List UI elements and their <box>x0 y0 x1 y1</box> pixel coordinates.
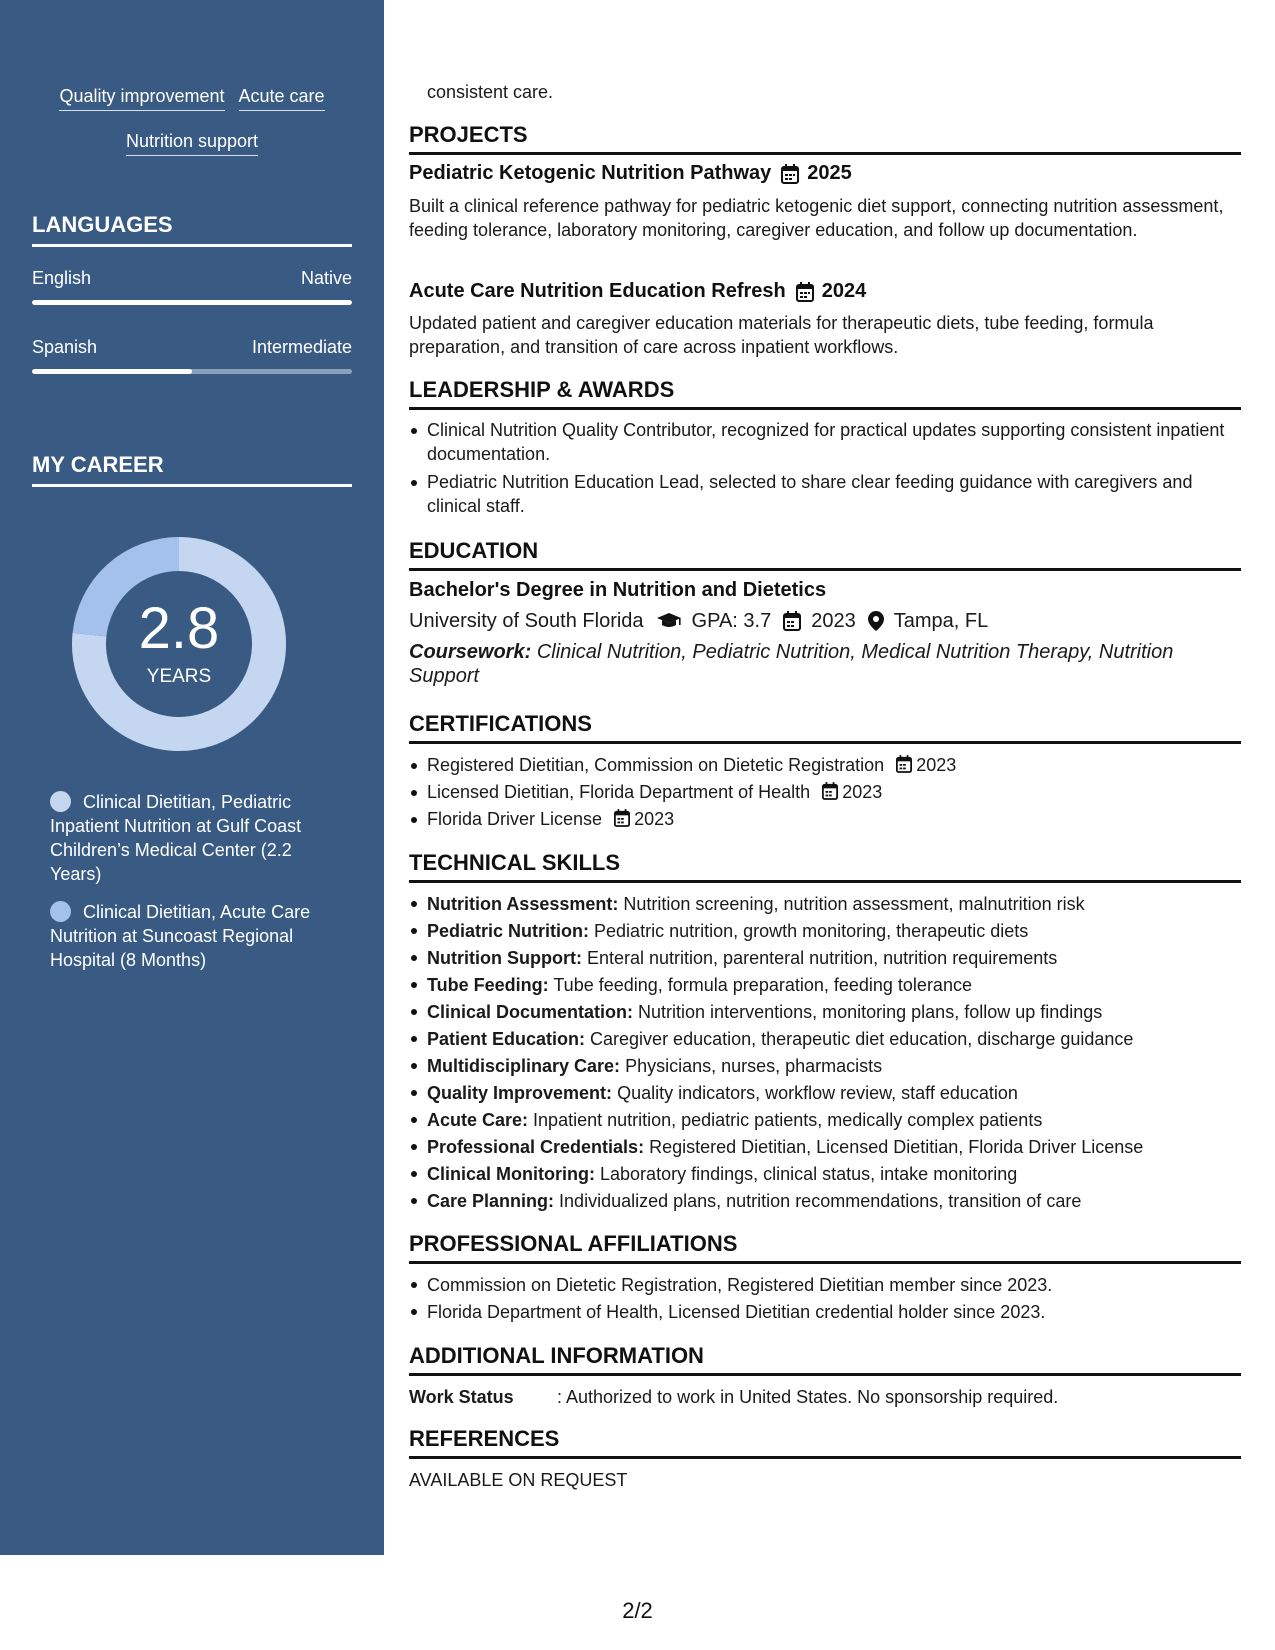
legend-dot <box>50 901 71 922</box>
career-heading: MY CAREER <box>32 452 352 487</box>
coursework-label: Coursework: <box>409 641 532 663</box>
career-item <box>50 900 330 972</box>
education-degree: Bachelor's Degree in Nutrition and Dietetics <box>409 579 827 601</box>
project-title <box>409 280 866 303</box>
project-year <box>796 280 867 303</box>
skill-item <box>427 918 1241 945</box>
education-heading: EDUCATION <box>409 538 1241 571</box>
career-item-text: Clinical Dietitian, Pediatric Inpatient Nutrition at Gulf Coast Children’s Medical Center (2.2 Years) <box>50 792 302 884</box>
certifications-list <box>427 753 1241 831</box>
certification-name: Florida Driver License <box>427 809 603 829</box>
location-pin-icon <box>868 611 884 631</box>
skill-text: Caregiver education, therapeutic diet education, discharge guidance <box>590 1029 1134 1049</box>
list-item <box>427 807 1241 831</box>
project-name: Pediatric Ketogenic Nutrition Pathway <box>409 162 772 184</box>
certification-year: 2023 <box>634 809 675 829</box>
skill-text: Inpatient nutrition, pediatric patients, medically complex patients <box>533 1110 1043 1130</box>
language-level: Native <box>300 268 352 288</box>
language-bar-fill <box>32 300 352 305</box>
skill-label: Nutrition Assessment: <box>427 894 619 914</box>
education-location: Tampa, FL <box>893 610 989 632</box>
leadership-heading: LEADERSHIP & AWARDS <box>409 377 1241 410</box>
skill-text: Physicians, nurses, pharmacists <box>625 1056 883 1076</box>
technical-skills-heading: TECHNICAL SKILLS <box>409 850 1241 883</box>
work-status-value: : Authorized to work in United States. No sponsorship required. <box>557 1387 1059 1407</box>
project-year-text: 2025 <box>807 162 852 184</box>
skill-tag: Nutrition support <box>126 131 258 156</box>
page-number: 2/2 <box>622 1598 653 1623</box>
skill-item <box>427 945 1241 972</box>
skill-label: Multidisciplinary Care: <box>427 1056 621 1076</box>
calendar-icon <box>614 809 630 827</box>
career-item <box>50 790 330 886</box>
language-name: English <box>32 268 92 288</box>
skill-label: Patient Education: <box>427 1029 586 1049</box>
certification-name: Licensed Dietitian, Florida Department of Health <box>427 782 811 802</box>
calendar-icon <box>822 782 838 800</box>
skill-item <box>427 891 1241 918</box>
certifications-heading: CERTIFICATIONS <box>409 711 1241 744</box>
calendar-icon <box>896 755 912 773</box>
list-item <box>427 753 1241 777</box>
affiliations-heading: PROFESSIONAL AFFILIATIONS <box>409 1231 1241 1264</box>
skill-text: Pediatric nutrition, growth monitoring, therapeutic diets <box>594 921 1029 941</box>
skill-text: Laboratory findings, clinical status, intake monitoring <box>600 1164 1018 1184</box>
education-school: University of South Florida <box>409 610 644 632</box>
skill-label: Professional Credentials: <box>427 1137 645 1157</box>
skill-tags <box>32 86 352 176</box>
leadership-list <box>427 418 1237 518</box>
project-year <box>781 162 852 185</box>
languages-heading: LANGUAGES <box>32 212 352 247</box>
language-bar-spanish <box>32 369 352 374</box>
references-text: AVAILABLE ON REQUEST <box>409 1470 628 1490</box>
additional-info-heading: ADDITIONAL INFORMATION <box>409 1343 1241 1376</box>
skill-label: Nutrition Support: <box>427 948 582 968</box>
graduation-cap-icon <box>656 612 682 630</box>
education-meta <box>409 609 988 633</box>
skill-label: Acute Care: <box>427 1110 529 1130</box>
certification-name: Registered Dietitian, Commission on Dietetic Registration <box>427 755 885 775</box>
career-total-years: 2.8 <box>138 596 220 661</box>
certification-year: 2023 <box>842 782 883 802</box>
calendar-icon <box>781 164 799 184</box>
sidebar <box>0 0 384 1555</box>
list-item: Florida Department of Health, Licensed Dietitian credential holder since 2023. <box>427 1299 1241 1326</box>
education-year: 2023 <box>811 610 856 632</box>
list-item: Clinical Nutrition Quality Contributor, recognized for practical updates supporting consistent inpatient documentation. <box>427 418 1237 466</box>
project-name: Acute Care Nutrition Education Refresh <box>409 280 786 302</box>
skill-item <box>427 1080 1241 1107</box>
skill-label: Pediatric Nutrition: <box>427 921 590 941</box>
list-item <box>427 780 1241 804</box>
skill-label: Clinical Documentation: <box>427 1002 634 1022</box>
skill-item <box>427 1107 1241 1134</box>
career-total-unit: YEARS <box>146 666 212 687</box>
work-status-label: Work Status <box>409 1387 514 1407</box>
career-item-text: Clinical Dietitian, Acute Care Nutrition at Suncoast Regional Hospital (8 Months) <box>50 902 311 970</box>
language-name: Spanish <box>32 337 98 357</box>
coursework-text: Clinical Nutrition, Pediatric Nutrition, Medical Nutrition Therapy, Nutrition Support <box>409 641 1174 687</box>
skill-text: Quality indicators, workflow review, staff education <box>617 1083 1018 1103</box>
legend-dot <box>50 791 71 812</box>
project-description: Built a clinical reference pathway for pediatric ketogenic diet support, connecting nutrition assessment, feeding tolerance, laboratory monitoring, caregiver education, and follow up documentation. <box>409 196 1224 240</box>
skill-text: Registered Dietitian, Licensed Dietitian, Florida Driver License <box>649 1137 1144 1157</box>
skill-label: Care Planning: <box>427 1191 555 1211</box>
project-year-text: 2024 <box>821 280 867 302</box>
skill-label: Tube Feeding: <box>427 975 549 995</box>
skill-label: Clinical Monitoring: <box>427 1164 595 1184</box>
skill-tag: Acute care <box>239 86 325 111</box>
skill-item <box>427 999 1241 1026</box>
calendar-icon <box>796 282 814 302</box>
skill-item <box>427 1053 1241 1080</box>
list-item: Commission on Dietetic Registration, Registered Dietitian member since 2023. <box>427 1272 1241 1299</box>
affiliations-list <box>427 1272 1241 1326</box>
language-bar-fill <box>32 369 192 374</box>
skill-text: Nutrition interventions, monitoring plans, follow up findings <box>638 1002 1103 1022</box>
certification-year: 2023 <box>916 755 957 775</box>
technical-skills-list <box>427 891 1241 1215</box>
skill-text: Tube feeding, formula preparation, feeding tolerance <box>553 975 972 995</box>
education-coursework <box>409 640 1229 688</box>
language-english <box>32 268 352 289</box>
project-description: Updated patient and caregiver education materials for therapeutic diets, tube feeding, formula preparation, and transition of care across inpatient workflows. <box>409 313 1154 357</box>
project-title <box>409 162 852 185</box>
skill-item <box>427 1134 1241 1161</box>
language-bar-english <box>32 300 352 305</box>
language-level: Intermediate <box>251 337 352 357</box>
skill-item <box>427 1161 1241 1188</box>
skill-text: Nutrition screening, nutrition assessment, malnutrition risk <box>623 894 1085 914</box>
education-gpa: GPA: 3.7 <box>691 610 772 632</box>
list-item: Pediatric Nutrition Education Lead, selected to share clear feeding guidance with caregivers and clinical staff. <box>427 470 1237 518</box>
skill-item <box>427 972 1241 999</box>
skill-item <box>427 1188 1241 1215</box>
language-spanish <box>32 337 352 358</box>
skill-text: Individualized plans, nutrition recommendations, transition of care <box>559 1191 1082 1211</box>
skill-text: Enteral nutrition, parenteral nutrition, nutrition requirements <box>586 948 1058 968</box>
skill-item <box>427 1026 1241 1053</box>
references-heading: REFERENCES <box>409 1426 1241 1459</box>
skill-tag: Quality improvement <box>59 86 224 111</box>
projects-heading: PROJECTS <box>409 122 1241 155</box>
calendar-icon <box>783 611 801 631</box>
skill-label: Quality Improvement: <box>427 1083 613 1103</box>
continuation-text: consistent care. <box>427 82 554 102</box>
